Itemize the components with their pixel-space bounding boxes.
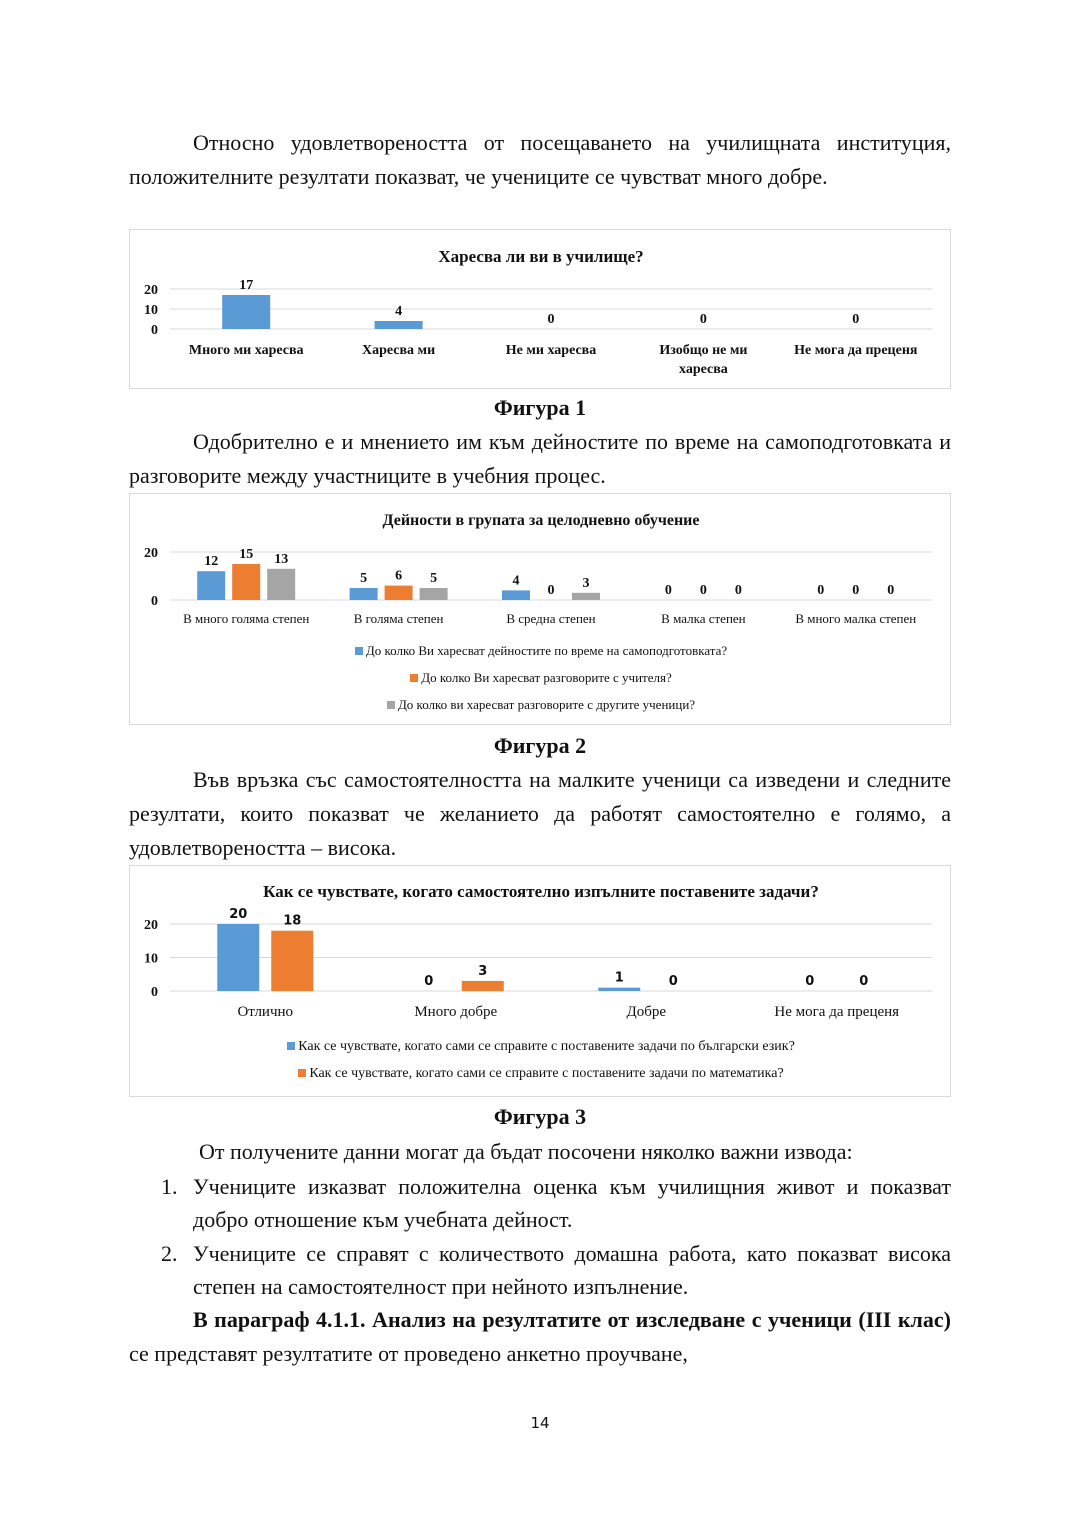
chart-2-data-label: 3	[582, 575, 590, 591]
paragraph-5-bold-text: В параграф 4.1.1. Анализ на резултатите от изследване с ученици (III клас)	[193, 1307, 951, 1332]
chart-2-data-label: 0	[887, 583, 895, 598]
chart-1-category-label: Харесва ми	[362, 343, 436, 358]
chart-3-y-tick-label: 10	[144, 951, 158, 967]
conclusion-1-number: 1.	[161, 1174, 178, 1199]
chart-2-data-label: 0	[734, 583, 742, 598]
chart-3-category-label: Отлично	[237, 1004, 294, 1020]
chart-2-data-label: 12	[204, 554, 219, 570]
chart-3-category-label: Не мога да преценя	[774, 1004, 900, 1020]
chart-2-category-label: В малка степен	[661, 611, 746, 626]
chart-2-y-tick-label: 20	[144, 546, 158, 561]
chart-3-category-label: Добре	[626, 1004, 667, 1020]
chart-3	[129, 865, 951, 1097]
chart-2-bar	[420, 588, 448, 600]
chart-1-svg	[130, 230, 952, 390]
chart-3-bar	[217, 924, 259, 991]
page-number: 14	[530, 1414, 550, 1432]
conclusions-list	[129, 1170, 951, 1304]
paragraph-1-text: Относно удовлетвореността от посещаването на училищната институция, положителните резултати показват, че учениците се чувстват много добре.	[129, 130, 951, 189]
chart-3-legend-item	[130, 1033, 952, 1060]
chart-2-legend-item	[130, 691, 952, 718]
chart-1-bar	[375, 321, 423, 329]
chart-3-data-label: 20	[229, 907, 248, 922]
conclusion-1-text: Учениците изказват положителна оценка към училищния живот и показват добро отношение към учебната дейност.	[193, 1174, 951, 1232]
chart-2-y-tick-label: 0	[151, 594, 158, 609]
chart-3-y-tick-label: 0	[151, 985, 158, 1000]
figure-1-caption: Фигура 1	[493, 395, 587, 420]
chart-3-data-label: 18	[283, 913, 302, 929]
legend-label: Как се чувствате, когато сами се справите с поставените задачи по математика?	[309, 1066, 784, 1081]
chart-2-data-label: 0	[817, 583, 825, 598]
chart-2-data-label: 5	[360, 571, 368, 586]
chart-2-data-label: 0	[699, 583, 707, 598]
chart-1-bar	[222, 295, 270, 329]
chart-1-y-tick-label: 10	[144, 303, 158, 318]
chart-2-legend	[130, 637, 952, 718]
chart-3-legend-item	[130, 1060, 952, 1087]
paragraph-4-text: От получените данни могат да бъдат посочени няколко важни извода:	[199, 1139, 853, 1164]
paragraph-4	[129, 1135, 951, 1169]
conclusion-item-1	[129, 1170, 951, 1236]
legend-label: До колко ви харесват разговорите с другите ученици?	[397, 697, 696, 712]
chart-1-y-tick-label: 0	[151, 323, 158, 338]
legend-swatch	[287, 1042, 295, 1050]
chart-2-title: Дейности в групата за целодневно обучение	[382, 512, 700, 529]
chart-1-data-label: 4	[395, 304, 403, 319]
chart-2-bar	[385, 586, 413, 600]
conclusion-2-number: 2.	[161, 1241, 178, 1266]
chart-2-category-label: В много голяма степен	[183, 611, 310, 626]
paragraph-3-text: Във връзка със самостоятелността на малките ученици са изведени и следните резултати, които показват че желанието да работят самостоятелно е голямо, а удовлетвореността – висока.	[129, 767, 951, 860]
chart-3-bar	[271, 931, 313, 991]
chart-2-svg	[130, 494, 952, 634]
legend-swatch	[355, 647, 363, 655]
chart-1-category-label: Не мога да преценя	[794, 343, 918, 358]
chart-2-bar	[232, 564, 260, 600]
legend-swatch	[387, 701, 395, 709]
paragraph-2-text: Одобрително е и мнението им към дейностите по време на самоподготовката и разговорите между участниците в учебния процес.	[129, 429, 951, 488]
legend-swatch	[410, 674, 418, 682]
chart-2-data-label: 4	[512, 573, 520, 589]
chart-3-data-label: 0	[859, 974, 869, 989]
chart-2-data-label: 13	[274, 551, 289, 567]
chart-3-y-tick-label: 20	[144, 918, 158, 933]
paragraph-2	[129, 425, 951, 493]
chart-3-data-label: 0	[424, 974, 434, 989]
chart-2-category-label: В много малка степен	[795, 611, 917, 626]
figure-2-caption: Фигура 2	[493, 733, 587, 758]
chart-1-data-label: 0	[699, 312, 707, 327]
chart-2-data-label: 15	[239, 547, 254, 562]
chart-3-category-label: Много добре	[414, 1004, 498, 1020]
chart-2-data-label: 0	[547, 583, 555, 598]
chart-2-data-label: 0	[852, 583, 860, 598]
legend-label: До колко Ви харесват разговорите с учителя?	[421, 670, 672, 685]
chart-3-title: Как се чувствате, когато самостоятелно изпълните поставените задачи?	[263, 882, 819, 901]
paragraph-5	[129, 1303, 951, 1371]
legend-label: До колко Ви харесват дейностите по време на самоподготовката?	[365, 643, 728, 658]
chart-3-svg	[130, 866, 952, 1031]
chart-2-category-label: В средна степен	[506, 611, 596, 626]
paragraph-5-text: се представят резултатите от проведено анкетно проучване,	[129, 1341, 688, 1366]
chart-1-title: Харесва ли ви в училище?	[438, 247, 644, 266]
chart-3-data-label: 3	[478, 963, 488, 979]
chart-2-data-label: 5	[430, 571, 438, 586]
conclusion-item-2	[129, 1237, 951, 1303]
chart-3-data-label: 1	[614, 970, 624, 986]
chart-2-legend-item	[130, 637, 952, 664]
chart-1-category-label: Не ми харесва	[505, 343, 597, 358]
chart-2-bar	[350, 588, 378, 600]
chart-2-bar	[502, 590, 530, 600]
paragraph-1	[129, 126, 951, 194]
paragraph-3	[129, 763, 951, 865]
chart-2-bar	[267, 569, 295, 600]
chart-2-data-label: 0	[664, 583, 672, 598]
chart-1-category-label: Много ми харесва	[188, 343, 304, 358]
chart-1	[129, 229, 951, 389]
legend-label: Как се чувствате, когато сами се справите с поставените задачи по български език?	[298, 1039, 795, 1054]
chart-3-bar	[598, 988, 640, 991]
chart-2	[129, 493, 951, 725]
chart-1-y-tick-label: 20	[144, 283, 158, 298]
chart-2-bar	[572, 593, 600, 600]
chart-3-data-label: 0	[668, 974, 678, 989]
chart-3-bar	[462, 981, 504, 991]
chart-3-legend	[130, 1033, 952, 1087]
chart-1-category-label: Изобщо не ми харесва	[659, 343, 748, 377]
chart-2-bar	[197, 571, 225, 600]
chart-3-data-label: 0	[805, 974, 815, 989]
figure-3-caption: Фигура 3	[493, 1104, 587, 1129]
chart-1-data-label: 0	[852, 312, 860, 327]
chart-2-category-label: В голяма степен	[353, 611, 444, 626]
chart-1-data-label: 17	[239, 278, 254, 293]
chart-1-data-label: 0	[547, 312, 555, 327]
chart-2-legend-item	[130, 664, 952, 691]
legend-swatch	[298, 1069, 306, 1077]
chart-2-data-label: 6	[395, 568, 403, 584]
conclusion-2-text: Учениците се справят с количеството домашна работа, като показват висока степен на самостоятелност при нейното изпълнение.	[193, 1241, 951, 1299]
